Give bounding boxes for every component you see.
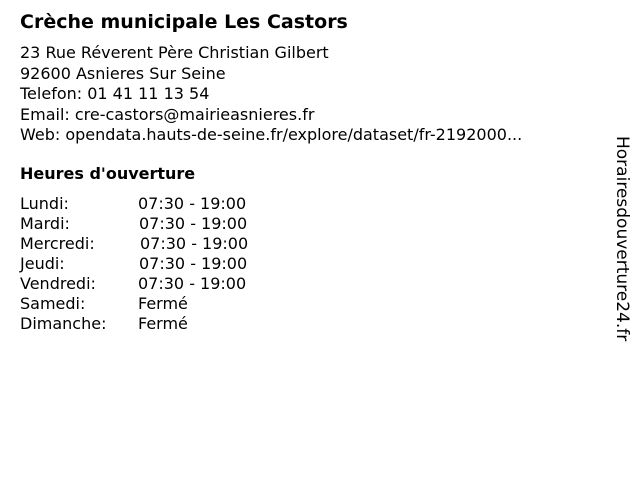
day-label: Vendredi: <box>20 274 96 293</box>
day-label: Mercredi: <box>20 234 95 253</box>
brand-watermark: Horairesdouverture24.fr <box>612 136 632 342</box>
hours-heading: Heures d'ouverture <box>20 164 196 183</box>
street-address: 23 Rue Réverent Père Christian Gilbert <box>20 43 329 62</box>
time-value: 07:30 - 19:00 <box>140 234 249 253</box>
day-label: Mardi: <box>20 214 70 233</box>
website-link: Web: opendata.hauts-de-seine.fr/explore/dataset/fr-2192000... <box>20 125 523 144</box>
email-address: Email: cre-castors@mairieasnieres.fr <box>20 104 315 124</box>
day-label: Jeudi: <box>20 254 65 273</box>
day-label: Samedi: <box>20 294 86 313</box>
time-value: 07:30 - 19:00 <box>138 274 247 293</box>
phone-number: Telefon: 01 41 11 13 54 <box>20 84 210 103</box>
time-value: 07:30 - 19:00 <box>139 254 248 273</box>
time-value: Fermé <box>138 314 188 333</box>
page-title: Crèche municipale Les Castors <box>20 11 348 33</box>
time-value: Fermé <box>138 294 188 313</box>
day-label: Lundi: <box>20 194 69 213</box>
time-value: 07:30 - 19:00 <box>139 214 248 233</box>
time-value: 07:30 - 19:00 <box>138 194 247 213</box>
city-postal: 92600 Asnieres Sur Seine <box>20 63 226 83</box>
day-label: Dimanche: <box>20 314 107 333</box>
address-block <box>20 43 522 146</box>
